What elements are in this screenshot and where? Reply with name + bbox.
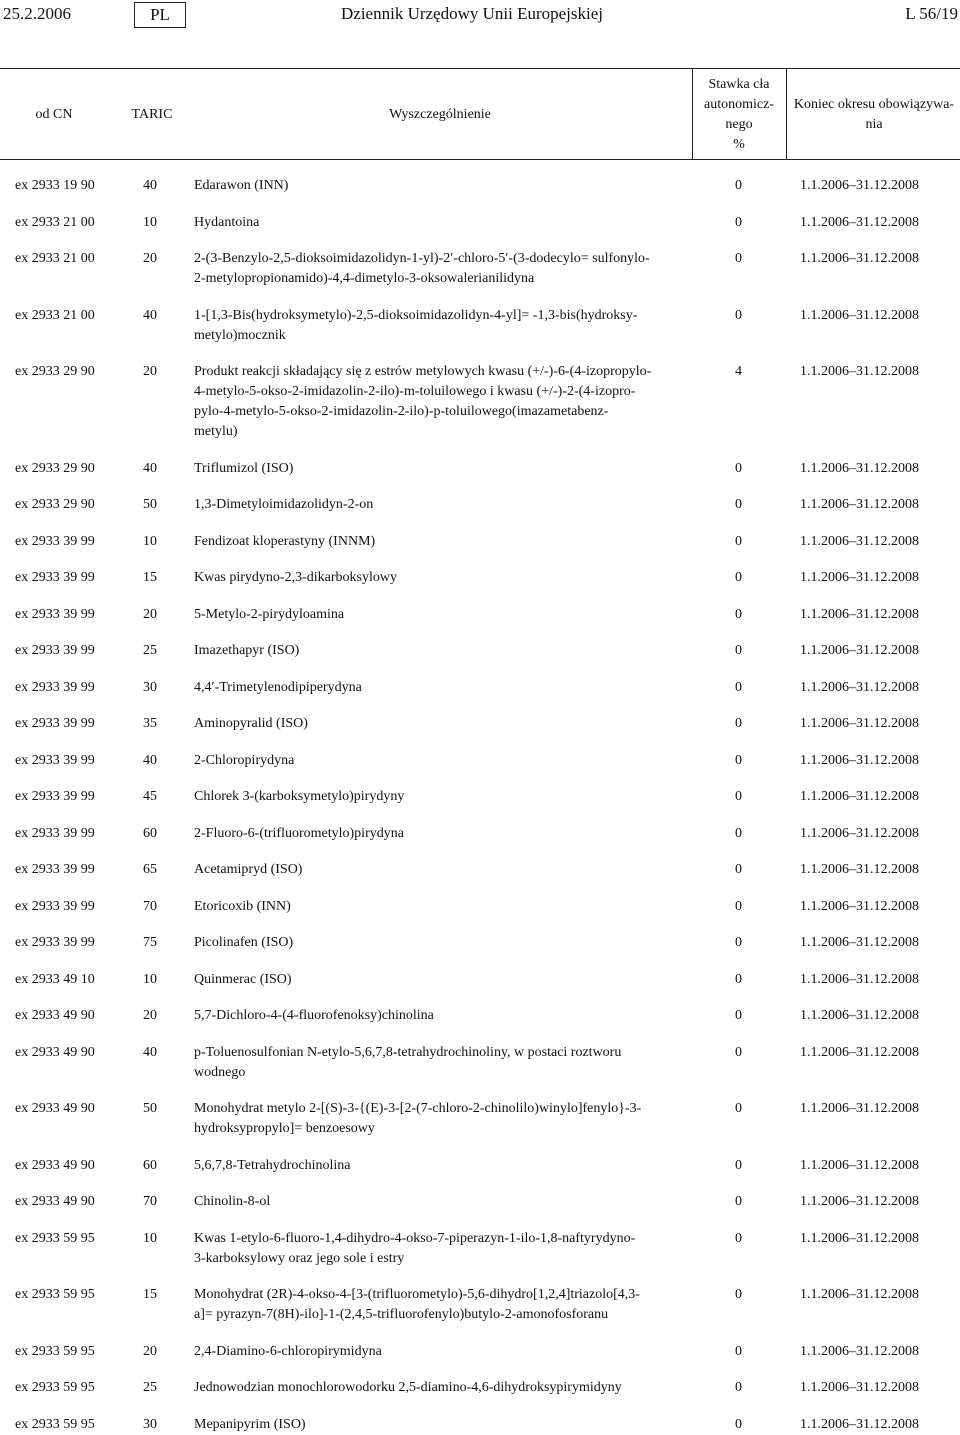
description-line: 2,4-Diamino-6-chloropirymidyna (194, 1343, 382, 1359)
duty-rate: 0 (735, 898, 742, 914)
validity-period: 1.1.2006–31.12.2008 (800, 364, 919, 379)
duty-rate: 0 (735, 1194, 742, 1209)
description-line: Chlorek 3-(karboksymetylo)pirydyny (194, 789, 405, 804)
validity-period: 1.1.2006–31.12.2008 (800, 825, 919, 841)
duty-rate: 0 (735, 752, 742, 768)
description (194, 495, 680, 515)
description-line: 5-Metylo-2-pirydyloamina (194, 606, 345, 622)
validity-period: 1.1.2006–31.12.2008 (800, 862, 919, 877)
validity-period: 1.1.2006–31.12.2008 (800, 1194, 919, 1209)
duty-rate: 0 (735, 1230, 742, 1246)
taric-code: 40 (143, 460, 157, 476)
description-line: Picolinafen (ISO) (194, 935, 294, 950)
description-line: Imazethapyr (ISO) (194, 643, 300, 658)
validity-period: 1.1.2006–31.12.2008 (800, 643, 919, 658)
taric-code: 70 (143, 898, 157, 914)
duty-rate: 0 (735, 570, 742, 585)
duty-rate: 0 (735, 497, 742, 512)
description-line: 2-metylopropionamido)-4,4-dimetylo-3-oksowalerianilidyna (194, 271, 535, 286)
col-header-cn: od CN (35, 107, 73, 122)
validity-period: 1.1.2006–31.12.2008 (800, 752, 919, 768)
description-line: Quinmerac (ISO) (194, 971, 292, 987)
duty-rate: 0 (735, 789, 742, 804)
tariff-table (0, 68, 960, 160)
description-line: 2-Fluoro-6-(trifluorometylo)pirydyna (194, 825, 404, 841)
description (194, 787, 680, 807)
duty-rate: 0 (735, 1157, 742, 1173)
description (194, 1099, 680, 1139)
description-line: Acetamipryd (ISO) (194, 862, 303, 877)
taric-code: 10 (143, 971, 157, 987)
description-line: Edarawon (INN) (194, 178, 289, 193)
cn-code: ex 2933 59 95 (15, 1380, 95, 1395)
description (194, 970, 680, 990)
cn-code: ex 2933 39 99 (15, 935, 95, 950)
description-line: 5,7-Dichloro-4-(4-fluorofenoksy)chinolina (194, 1008, 434, 1023)
taric-code: 40 (143, 178, 157, 193)
description-line: wodnego (194, 1064, 246, 1080)
cn-code: ex 2933 49 90 (15, 1101, 95, 1116)
page-reference: L 56/19 (905, 4, 958, 23)
description (194, 1156, 680, 1176)
description (194, 1285, 680, 1325)
period-header-line: Koniec okresu obowiązywa- (793, 97, 955, 112)
description-line: 2-(3-Benzylo-2,5-dioksoimidazolidyn-1-yl)-2′-chloro-5′-(3-dodecylo= sulfonylo- (194, 251, 650, 266)
duty-rate: 4 (735, 364, 742, 379)
taric-code: 70 (143, 1194, 157, 1209)
description (194, 362, 680, 442)
cn-code: ex 2933 59 95 (15, 1416, 95, 1432)
description-line: hydroksypropylo]= benzoesowy (194, 1121, 375, 1136)
cn-code: ex 2933 39 99 (15, 898, 95, 914)
validity-period: 1.1.2006–31.12.2008 (800, 533, 919, 549)
description (194, 568, 680, 588)
description-line: Hydantoina (194, 214, 260, 230)
description-line: Etoricoxib (INN) (194, 898, 291, 914)
taric-code: 30 (143, 1416, 157, 1432)
duty-rate: 0 (735, 643, 742, 658)
cn-code: ex 2933 29 90 (15, 364, 95, 379)
duty-rate: 0 (735, 533, 742, 549)
description-line: Kwas pirydyno-2,3-dikarboksylowy (194, 570, 397, 585)
period-header-line: nia (865, 117, 883, 132)
validity-period: 1.1.2006–31.12.2008 (800, 251, 919, 266)
taric-code: 40 (143, 1044, 157, 1060)
validity-period: 1.1.2006–31.12.2008 (800, 1044, 919, 1060)
description (194, 824, 680, 844)
taric-code: 20 (143, 364, 157, 379)
description (194, 860, 680, 880)
duty-rate: 0 (735, 1380, 742, 1395)
description-line: 2-Chloropirydyna (194, 752, 295, 768)
taric-code: 60 (143, 1157, 157, 1173)
duty-rate: 0 (735, 862, 742, 877)
duty-rate: 0 (735, 1101, 742, 1116)
validity-period: 1.1.2006–31.12.2008 (800, 789, 919, 804)
cn-code: ex 2933 21 00 (15, 214, 95, 230)
col-header-rate (694, 75, 784, 155)
table-header (0, 68, 960, 160)
description (194, 1378, 680, 1398)
description (194, 933, 680, 953)
cn-code: ex 2933 49 90 (15, 1157, 95, 1173)
validity-period: 1.1.2006–31.12.2008 (800, 1101, 919, 1116)
cn-code: ex 2933 19 90 (15, 178, 95, 193)
cn-code: ex 2933 29 90 (15, 460, 95, 476)
description-line: 5,6,7,8-Tetrahydrochinolina (194, 1157, 351, 1173)
cn-code: ex 2933 39 99 (15, 606, 95, 622)
description (194, 1229, 680, 1269)
rate-header-line: Stawka cła (708, 77, 770, 92)
cn-code: ex 2933 39 99 (15, 716, 95, 731)
cn-code: ex 2933 49 90 (15, 1008, 95, 1023)
cn-code: ex 2933 39 99 (15, 679, 95, 695)
description-line: 1-[1,3-Bis(hydroksymetylo)-2,5-dioksoimidazolidyn-4-yl]= -1,3-bis(hydroksy- (194, 307, 638, 323)
taric-code: 10 (143, 533, 157, 549)
description-line: 4,4′-Trimetylenodipiperydyna (194, 679, 362, 695)
column-divider (786, 69, 787, 159)
duty-rate: 0 (735, 1416, 742, 1432)
validity-period: 1.1.2006–31.12.2008 (800, 1230, 919, 1246)
duty-rate: 0 (735, 307, 742, 323)
column-divider (692, 69, 693, 159)
validity-period: 1.1.2006–31.12.2008 (800, 307, 919, 323)
cn-code: ex 2933 39 99 (15, 643, 95, 658)
duty-rate: 0 (735, 1044, 742, 1060)
taric-code: 60 (143, 825, 157, 841)
col-header-description: Wyszczególnienie (389, 107, 491, 122)
taric-code: 50 (143, 497, 157, 512)
validity-period: 1.1.2006–31.12.2008 (800, 460, 919, 476)
taric-code: 25 (143, 1380, 157, 1395)
validity-period: 1.1.2006–31.12.2008 (800, 1343, 919, 1359)
description (194, 1043, 680, 1083)
taric-code: 20 (143, 1343, 157, 1359)
description (194, 532, 680, 552)
rate-header-line: nego (725, 117, 753, 132)
taric-code: 10 (143, 214, 157, 230)
validity-period: 1.1.2006–31.12.2008 (800, 606, 919, 622)
taric-code: 45 (143, 789, 157, 804)
description (194, 213, 680, 233)
cn-code: ex 2933 49 90 (15, 1194, 95, 1209)
cn-code: ex 2933 39 99 (15, 570, 95, 585)
description-line: p-Toluenosulfonian N-etylo-5,6,7,8-tetrahydrochinoliny, w postaci roztworu (194, 1044, 622, 1060)
cn-code: ex 2933 39 99 (15, 789, 95, 804)
publication-date: 25.2.2006 (3, 4, 71, 23)
description-line: 1,3-Dimetyloimidazolidyn-2-on (194, 497, 374, 512)
validity-period: 1.1.2006–31.12.2008 (800, 1380, 919, 1395)
validity-period: 1.1.2006–31.12.2008 (800, 1008, 919, 1023)
duty-rate: 0 (735, 606, 742, 622)
page-header (0, 0, 960, 30)
description (194, 1192, 680, 1212)
description (194, 249, 680, 289)
description-line: Chinolin-8-ol (194, 1194, 271, 1209)
duty-rate: 0 (735, 1008, 742, 1023)
taric-code: 40 (143, 307, 157, 323)
duty-rate: 0 (735, 1343, 742, 1359)
cn-code: ex 2933 21 00 (15, 307, 95, 323)
rate-header-line: % (733, 137, 745, 152)
cn-code: ex 2933 59 95 (15, 1343, 95, 1359)
description-line: Triflumizol (ISO) (194, 460, 294, 476)
taric-code: 65 (143, 862, 157, 877)
validity-period: 1.1.2006–31.12.2008 (800, 971, 919, 987)
validity-period: 1.1.2006–31.12.2008 (800, 497, 919, 512)
description (194, 751, 680, 771)
validity-period: 1.1.2006–31.12.2008 (800, 679, 919, 695)
col-header-taric: TARIC (131, 107, 173, 122)
description (194, 1415, 680, 1435)
duty-rate: 0 (735, 716, 742, 731)
duty-rate: 0 (735, 825, 742, 841)
description (194, 714, 680, 734)
description-line: Monohydrat metylo 2-[(S)-3-{(E)-3-[2-(7-chloro-2-chinolilo)winylo]fenylo}-3- (194, 1101, 642, 1116)
duty-rate: 0 (735, 178, 742, 193)
description-line: metylu) (194, 424, 238, 439)
taric-code: 75 (143, 935, 157, 950)
cn-code: ex 2933 49 90 (15, 1044, 95, 1060)
col-header-period (788, 95, 960, 135)
description (194, 605, 680, 625)
validity-period: 1.1.2006–31.12.2008 (800, 898, 919, 914)
description-line: a]= pyrazyn-7(8H)-ilo]-1-(2,4,5-trifluorofenylo)butylo-2-amonofosforanu (194, 1307, 609, 1322)
taric-code: 25 (143, 643, 157, 658)
duty-rate: 0 (735, 251, 742, 266)
description-line: Fendizoat kloperastyny (INNM) (194, 533, 376, 549)
validity-period: 1.1.2006–31.12.2008 (800, 935, 919, 950)
description (194, 306, 680, 346)
taric-code: 40 (143, 752, 157, 768)
description-line: 4-metylo-5-okso-2-imidazolin-2-ilo)-m-toluilowego i kwasu (+/-)-2-(4-izopro- (194, 384, 636, 399)
cn-code: ex 2933 39 99 (15, 752, 95, 768)
cn-code: ex 2933 59 95 (15, 1230, 95, 1246)
validity-period: 1.1.2006–31.12.2008 (800, 570, 919, 585)
description-line: Jednowodzian monochlorowodorku 2,5-diamino-4,6-dihydroksypirymidyny (194, 1380, 622, 1395)
rate-header-line: autonomicz- (704, 97, 774, 112)
duty-rate: 0 (735, 935, 742, 950)
duty-rate: 0 (735, 971, 742, 987)
description (194, 1006, 680, 1026)
validity-period: 1.1.2006–31.12.2008 (800, 1287, 919, 1302)
cn-code: ex 2933 49 10 (15, 971, 95, 987)
taric-code: 20 (143, 1008, 157, 1023)
taric-code: 10 (143, 1230, 157, 1246)
cn-code: ex 2933 29 90 (15, 497, 95, 512)
validity-period: 1.1.2006–31.12.2008 (800, 178, 919, 193)
validity-period: 1.1.2006–31.12.2008 (800, 214, 919, 230)
description-line: metylo)mocznik (194, 327, 286, 343)
description-line: Mepanipyrim (ISO) (194, 1416, 306, 1432)
duty-rate: 0 (735, 214, 742, 230)
description (194, 641, 680, 661)
duty-rate: 0 (735, 679, 742, 695)
taric-code: 15 (143, 570, 157, 585)
description-line: Kwas 1-etylo-6-fluoro-1,4-dihydro-4-okso-7-piperazyn-1-ilo-1,8-naftyrydyno- (194, 1230, 636, 1246)
validity-period: 1.1.2006–31.12.2008 (800, 1157, 919, 1173)
description-line: 3-karboksylowy oraz jego sole i estry (194, 1250, 405, 1266)
description-line: Aminopyralid (ISO) (194, 716, 308, 731)
description-line: pylo-4-metylo-5-okso-2-imidazolin-2-ilo)-p-toluilowego(imazametabenz- (194, 404, 609, 419)
taric-code: 50 (143, 1101, 157, 1116)
duty-rate: 0 (735, 460, 742, 476)
description (194, 459, 680, 479)
taric-code: 15 (143, 1287, 157, 1302)
description (194, 176, 680, 196)
taric-code: 35 (143, 716, 157, 731)
duty-rate: 0 (735, 1287, 742, 1302)
validity-period: 1.1.2006–31.12.2008 (800, 1416, 919, 1432)
cn-code: ex 2933 59 95 (15, 1287, 95, 1302)
cn-code: ex 2933 39 99 (15, 825, 95, 841)
description-line: Monohydrat (2R)-4-okso-4-[3-(trifluorometylo)-5,6-dihydro[1,2,4]triazolo[4,3- (194, 1287, 640, 1302)
taric-code: 20 (143, 606, 157, 622)
description (194, 897, 680, 917)
taric-code: 20 (143, 251, 157, 266)
cn-code: ex 2933 39 99 (15, 533, 95, 549)
taric-code: 30 (143, 679, 157, 695)
cn-code: ex 2933 39 99 (15, 862, 95, 877)
description-line: Produkt reakcji składający się z estrów metylowych kwasu (+/-)-6-(4-izopropylo- (194, 364, 652, 379)
description (194, 1342, 680, 1362)
description (194, 678, 680, 698)
language-box: PL (134, 2, 186, 28)
validity-period: 1.1.2006–31.12.2008 (800, 716, 919, 731)
cn-code: ex 2933 21 00 (15, 251, 95, 266)
journal-title: Dziennik Urzędowy Unii Europejskiej (341, 4, 604, 23)
